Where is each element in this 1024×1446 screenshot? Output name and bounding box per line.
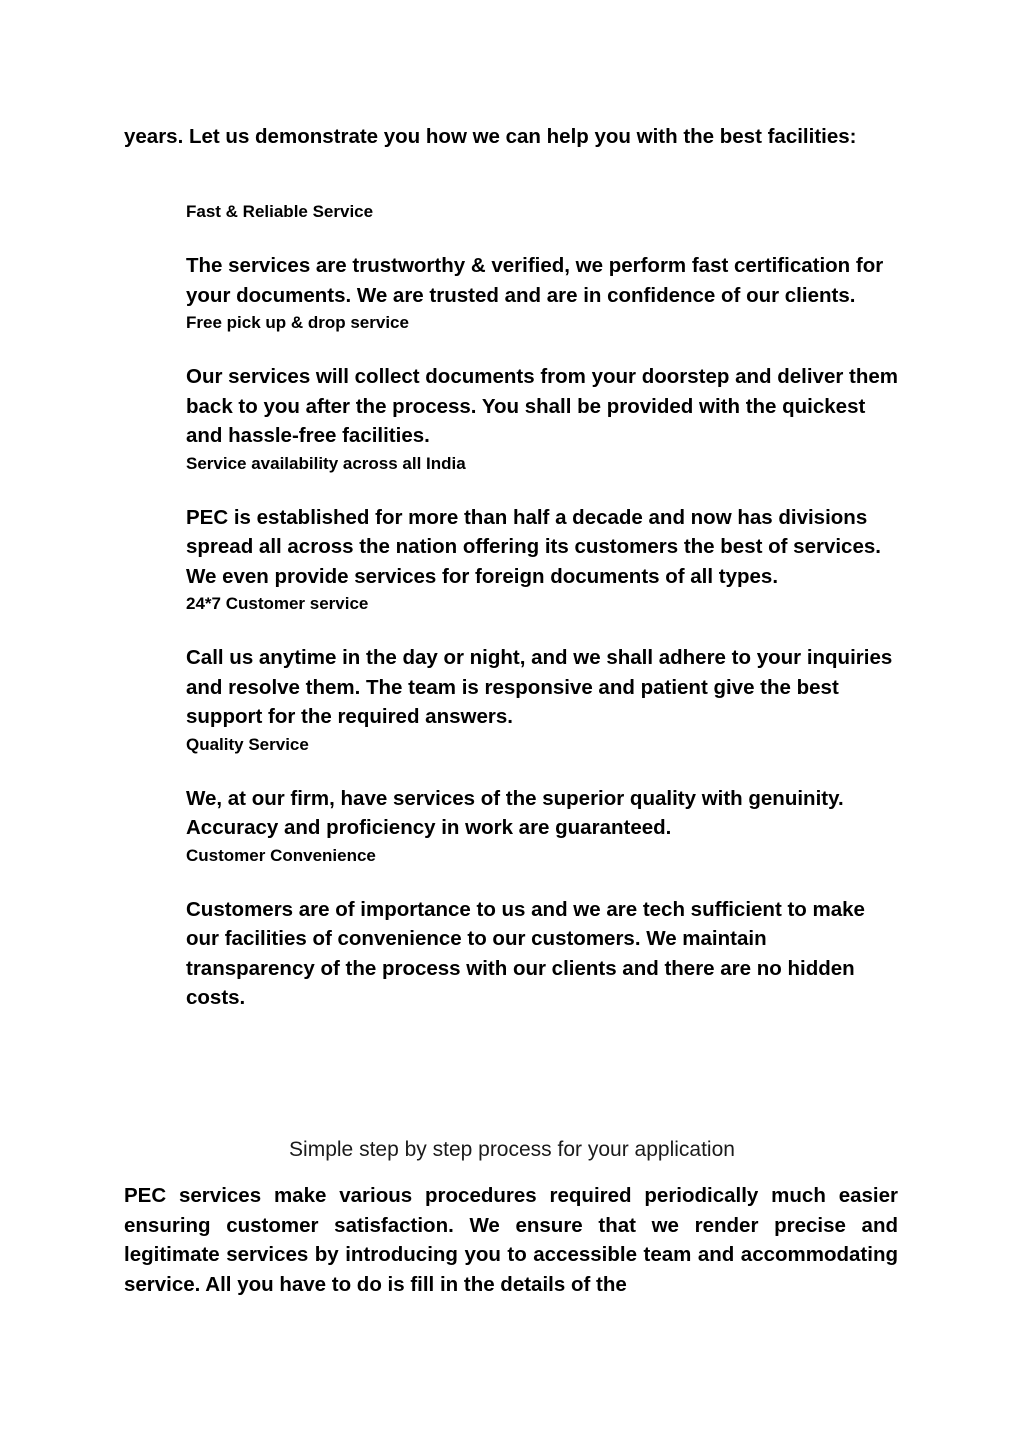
feature-heading: Fast & Reliable Service (186, 202, 374, 221)
feature-description: Our services will collect documents from your doorstep and deliver them back to you after the process. You shall be provided with the quickest and hassle-free facilities. (186, 365, 898, 447)
feature-item (186, 732, 898, 843)
feature-heading: Service availability across all India (186, 453, 466, 473)
feature-description: PEC is established for more than half a decade and now has divisions spread all across the nation offering its customers the best of services. We even provide services for foreign documents of all types. (186, 505, 881, 588)
section-title: Simple step by step process for your application (289, 1138, 735, 1161)
feature-heading: Customer Convenience (186, 845, 376, 865)
closing-paragraph: PEC services make various procedures required periodically much easier ensuring customer satisfaction. We ensure that we render precise and legitimate services by introducing you to accessible team and accommodating service. All you have to do is fill in the details of the (124, 1184, 898, 1296)
feature-heading: 24*7 Customer service (186, 594, 369, 613)
feature-heading: Free pick up & drop service (186, 313, 409, 332)
intro-paragraph: years. Let us demonstrate you how we can help you with the best facilities: (124, 125, 857, 148)
feature-item (186, 451, 898, 592)
feature-item (186, 199, 898, 310)
feature-description: Customers are of importance to us and we are tech sufficient to make our facilities of convenience to our customers. We maintain transparency of the process with our clients and there are no hidden costs. (186, 897, 865, 1009)
feature-description: Call us anytime in the day or night, and we shall adhere to your inquiries and resolve them. The team is responsive and patient give the best support for the required answers. (186, 646, 893, 728)
feature-heading: Quality Service (186, 734, 309, 754)
feature-list (186, 199, 898, 1013)
feature-item (186, 310, 898, 451)
feature-description: We, at our firm, have services of the superior quality with genuinity. Accuracy and proficiency in work are guaranteed. (186, 786, 844, 839)
feature-item (186, 591, 898, 732)
feature-item (186, 843, 898, 1013)
feature-description: The services are trustworthy & verified, we perform fast certification for your documents. We are trusted and are in confidence of our clients. (186, 254, 884, 307)
